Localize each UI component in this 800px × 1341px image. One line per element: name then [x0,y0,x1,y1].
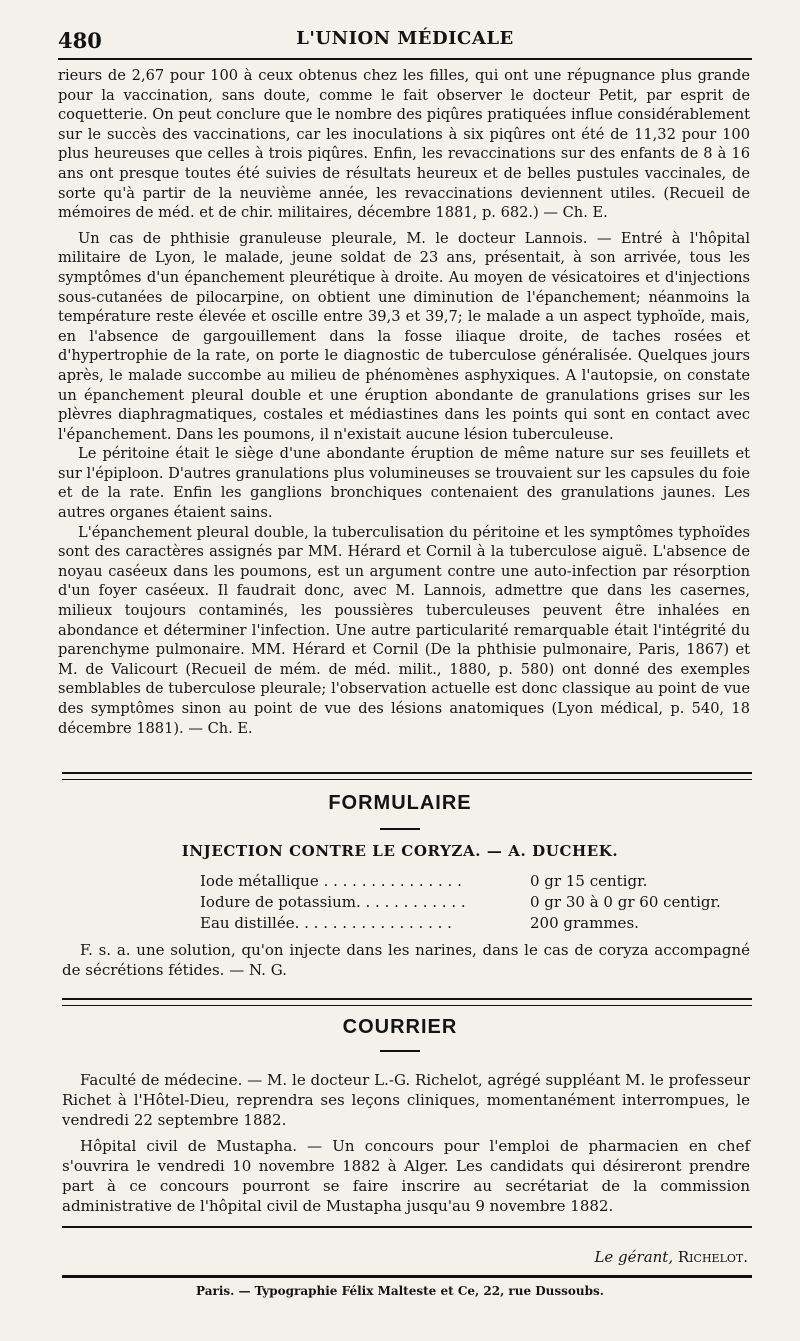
paragraph-3: Le péritoine était le siège d'une abondante éruption de même nature sur ses feuillets et sur l'épiploon. D'autres granulations plus volumineuses se trouvaient sur les capsules du foie et de la rate. Enfin les ganglions bronchiques contenaient des granulations jaunes. Les autres organes étaient sains. [58,445,750,522]
courrier-rule [62,998,752,1006]
courrier-item-faculte: Faculté de médecine. — M. le docteur L.-G. Richelot, agrégé suppléant M. le professeur Richet à l'Hôtel-Dieu, reprendra ses leçons cliniques, momentanément interrompues, le vendredi 22 septembre 1882. [62,1071,750,1129]
header-rule [58,58,752,60]
courrier-title: COURRIER [342,1016,458,1038]
signature-label: Le gérant, [594,1248,674,1266]
formulaire-ornament [380,828,420,830]
page-header [58,26,752,56]
ingredient-dose: 0 gr 30 à 0 gr 60 centigr. [530,893,721,911]
formula-note: F. s. a. une solution, qu'on injecte dans les narines, dans le cas de coryza accompagné de sécrétions fétides. — N. G. [62,941,750,979]
page-number: 480 [58,28,102,53]
courrier-item-mustapha: Hôpital civil de Mustapha. — Un concours pour l'emploi de pharmacien en chef s'ouvrira le vendredi 10 novembre 1882 à Alger. Les candidats qui désireront prendre part à ce concours pourront se faire inscrire au secrétariat de la commission administrative de l'hôpital civil de Mustapha jusqu'au 9 novembre 1882. [62,1137,750,1215]
ingredient-name: Iode métallique . . . . . . . . . . . . . . . [200,872,462,890]
paragraph-2: Un cas de phthisie granuleuse pleurale, M. le docteur Lannois. — Entré à l'hôpital militaire de Lyon, le malade, jeune soldat de 23 ans, présentait, à son arrivée, tous les symptômes d'un épanchement pleurétique à droite. Au moyen de vésicatoires et d'injections sous-cutanées de pilocarpine, on obtient une diminution de l'épanchement; néanmoins la température reste élevée et oscille entre 39,3 et 39,7; le malade a un aspect typhoïde, mais, en l'absence de gargouillement dans la fosse iliaque droite, de taches rosées et d'hypertrophie de la rate, on porte le diagnostic de tuberculose généralisée. Quelques jours après, le malade succombe au milieu de phénomènes asphyxiques. A l'autopsie, on constate un épanchement pleural double et une éruption abondante de granulations grises sur les plèvres diaphragmatiques, costales et médiastines dans les points qui sont en contact avec l'épanchement. Dans les poumons, il n'existait aucune lésion tuberculeuse. [58,229,750,443]
ingredient-row [200,914,639,932]
ingredient-name: Iodure de potassium. . . . . . . . . . . . [200,893,466,911]
running-title: L'UNION MÉDICALE [296,28,514,49]
signature-name: Richelot. [677,1248,748,1266]
ingredient-dose: 200 grammes. [530,914,639,932]
article-body [58,66,750,738]
closing-rule [62,1226,752,1228]
ingredient-dose: 0 gr 15 centigr. [530,872,648,890]
formulaire-rule [62,772,752,780]
ingredient-name: Eau distillée. . . . . . . . . . . . . . . . . [200,914,452,932]
courrier-ornament [380,1050,420,1052]
paragraph-4: L'épanchement pleural double, la tuberculisation du péritoine et les symptômes typhoïdes sont des caractères assignés par MM. Hérard et Cornil à la tuberculose aiguë. L'absence de noyau caséeux dans les poumons, est un argument contre une auto-infection par résorption d'un foyer caséeux. Il faudrait donc, avec M. Lannois, admettre que dans les casernes, milieux toujours contaminés, les poussières tuberculeuses peuvent être inhalées en abondance et déterminer l'infection. Une autre particularité remarquable était l'intégrité du parenchyme pulmonaire. MM. Hérard et Cornil (De la phthisie pulmonaire, Paris, 1867) et M. de Valicourt (Recueil de mém. de méd. milit., 1880, p. 580) ont donné des exemples semblables de tuberculose pleurale; l'observation actuelle est donc classique au point de vue des symptômes sinon au point de vue des lésions anatomiques (Lyon médical, p. 540, 18 décembre 1881). — Ch. E. [58,523,750,737]
formulaire-title: FORMULAIRE [328,792,472,814]
paragraph-1: rieurs de 2,67 pour 100 à ceux obtenus chez les filles, qui ont une répugnance plus grande pour la vaccination, sans doute, comme le fait observer le docteur Petit, par esprit de coquetterie. On peut conclure que le nombre des piqûres pratiquées influe considérablement sur le succès des vaccinations, car les inoculations à six piqûres ont été de 11,32 pour 100 plus heureuses que celles à trois piqûres. Enfin, les revaccinations sur des enfants de 8 à 16 ans ont presque toutes été suivies de résultats heureux et de belles pustules vaccinales, de sorte qu'à partir de la neuvième année, les revaccinations deviennent utiles. (Recueil de mémoires de méd. et de chir. militaires, décembre 1881, p. 682.) — Ch. E. [58,67,750,222]
imprint-rule [62,1275,752,1278]
recipe-title: INJECTION CONTRE LE CORYZA. — A. DUCHEK. [181,842,619,860]
ingredient-row [200,893,721,911]
signature [594,1248,748,1266]
printer-imprint: Paris. — Typographie Félix Malteste et Ce, 22, rue Dussoubs. [196,1284,604,1298]
ingredient-row [200,872,647,890]
